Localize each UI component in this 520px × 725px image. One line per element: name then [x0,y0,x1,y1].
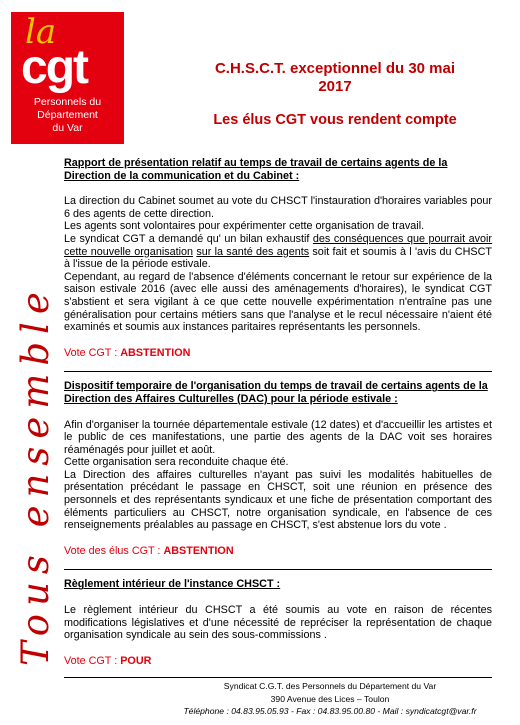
section-heading [64,380,492,405]
title-line-2: 2017 [318,78,352,95]
paragraph: Cependant, au regard de l'absence d'éléments concernant le retour sur expérience de la saison estivale 2016 (avec elle aussi des aménagements d'horaires), le syndicat CGT s'abstient et sera vigilant à ce que cette nouvelle expérimentation n'entraîne pas une généralisation pour certains métiers sans que l'analyse et le recul nécessaire n'aient été examinés et soumis aux instances paritaires représentants les personnels. [64,270,492,334]
vote-label: Vote des élus CGT : [64,544,164,557]
section-divider [64,677,492,678]
logo-cgt-text: cgt [21,41,87,94]
paragraph: La Direction des affaires culturelles n'ayant pas suivi les modalités habituelles de présentation précédant le passage en CHSCT, soit une réunion en présence des personnels et des représentants syndicaux et une fiche de présentation comportant des éléments particuliers au CHSCT, notre organisation syndicale, en l'absence de ces renseignements préalables au passage en CHSCT, s'est abstenue lors du vote . [64,468,492,532]
section-heading-suffix: : [292,169,300,182]
paragraph: La direction du Cabinet soumet au vote du CHSCT l'instauration d'horaires variables pour 6 des agents de cette direction. [64,195,492,220]
section-heading-text: Règlement intérieur de l'instance CHSCT [64,578,274,591]
vote-value: ABSTENTION [120,346,191,359]
section-heading [64,578,492,591]
section-heading-suffix: : [273,578,281,591]
section-heading-suffix: : [391,392,398,405]
section-dac [64,380,492,570]
section-heading-text: Dispositif temporaire de l'organisation du temps de travail de certains agents de la Direction des Affaires Culturelles (DAC) pour la période estivale [64,380,488,405]
footer [130,680,520,718]
vote-value: POUR [120,654,152,667]
paragraph: Le règlement intérieur du CHSCT a été soumis au vote en raison de récentes modifications législatives et d'une nécessité de repréciser la représentation de chaque organisation syndicale au sein des sous-commissions . [64,604,492,642]
underlined-text: sur la santé des agents [196,245,310,258]
logo-sub-line: Département [37,109,98,121]
section-heading-text: Rapport de présentation relatif au temps de travail de certains agents de la Direction de la communication et du Cabinet [64,157,448,182]
underlined-text: des conséquences que pourrait avoir cette nouvelle organisation [64,232,492,258]
vote-label: Vote CGT : [64,346,121,359]
page-subtitle: Les élus CGT vous rendent compte [213,112,457,128]
footer-contact: Téléphone : 04.83.95.05.93 - Fax : 04.83.95.00.80 - Mail : syndicatcgt@var.fr [183,706,477,716]
vote-result [64,655,492,668]
section-heading [64,157,492,182]
paragraph-text: Le syndicat CGT a demandé qu' un bilan exhaustif [64,232,313,245]
vote-label: Vote CGT : [64,654,121,667]
vote-value: ABSTENTION [163,544,234,557]
vote-result [64,545,492,558]
logo-sub-line: Personnels du [33,96,102,108]
title-line-1: C.H.S.C.T. exceptionnel du 30 mai [214,60,456,77]
section-communication-cabinet [64,157,492,372]
report-content [64,157,492,678]
section-reglement-interieur [64,578,492,678]
page-title [150,60,520,96]
paragraph-text: soit fait et soumis à l 'avis du CHSCT à l'issue de la période estivale. [64,245,492,271]
paragraph: Les agents sont volontaires pour expérimenter cette organisation de travail. [64,220,425,233]
side-slogan: Tous ensemble [14,284,57,666]
vote-result [64,347,492,360]
logo-sub-line: du Var [52,122,83,134]
logo-la-text: la [25,12,57,52]
footer-address: 390 Avenue des Lices – Toulon [270,693,390,704]
footer-union-name: Syndicat C.G.T. des Personnels du Département du Var [223,681,437,691]
paragraph: Cette organisation sera reconduite chaque été. [64,456,289,469]
paragraph: Afin d'organiser la tournée départementale estivale (12 dates) et d'accueillir les artistes et le public de ces manifestations, une partie des agents de la DAC voit ses horaires réaménagés pour juillet et août. [64,418,492,456]
paragraph [64,233,492,271]
